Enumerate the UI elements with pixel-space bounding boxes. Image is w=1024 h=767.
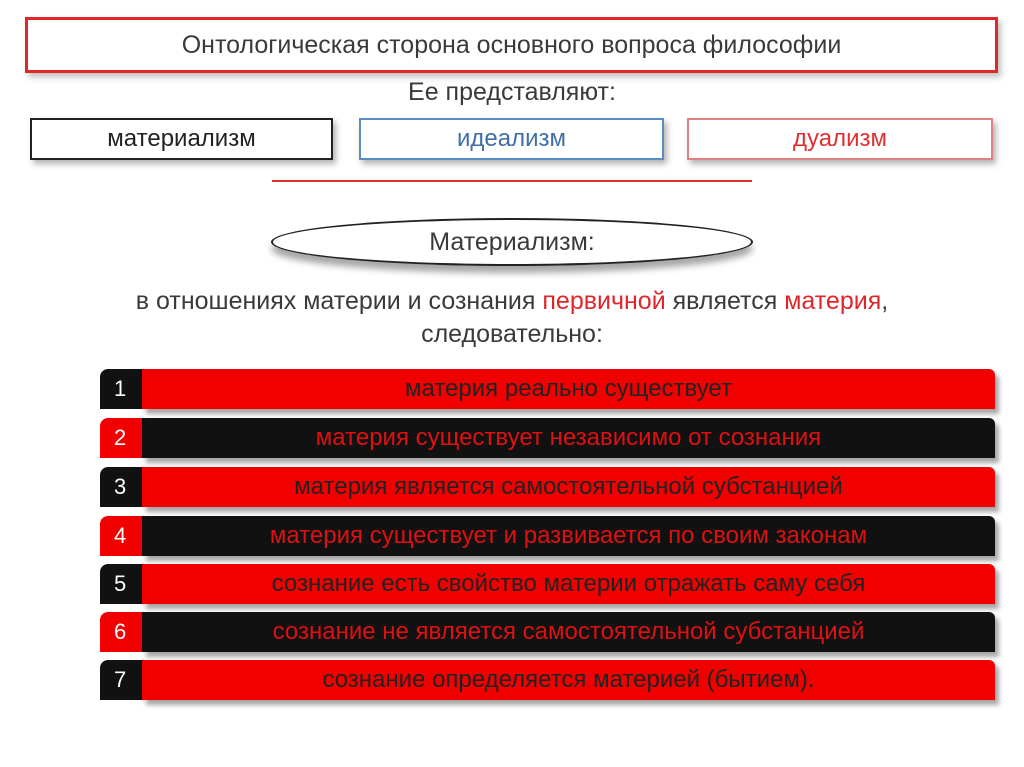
list-item-5 [100,564,995,604]
category-label-idealism: идеализм [456,125,567,152]
item-number: 1 [100,369,142,409]
statement-part-1: в отношениях материи и сознания [135,287,543,315]
statement-line-2: следовательно: [421,320,603,348]
item-number: 3 [100,467,142,507]
slide-title: Онтологическая сторона основного вопроса философии [181,30,842,59]
item-number: 6 [100,612,142,652]
item-text: материя является самостоятельной субстанцией [142,467,995,507]
list-item-3 [100,467,995,507]
statement-part-2: является [665,287,785,315]
item-number: 4 [100,516,142,556]
list-item-1 [100,369,995,409]
item-text: материя существует и развивается по своим законам [142,516,995,556]
statement-line-1 [0,285,1024,318]
definition-heading: Материализм: [429,227,595,256]
statement-highlight-primary: первичной [542,287,666,315]
category-idealism [359,118,664,160]
category-dualism [687,118,993,160]
statement-highlight-matter: материя [784,287,882,315]
item-number: 7 [100,660,142,700]
category-label-materialism: материализм [107,125,256,152]
definition-ellipse [271,218,753,266]
item-text: сознание есть свойство материи отражать саму себя [142,564,995,604]
category-label-dualism: дуализм [793,125,887,152]
statement [0,285,1024,351]
separator-line [272,180,752,182]
list-item-7 [100,660,995,700]
item-number: 2 [100,418,142,458]
list-item-4 [100,516,995,556]
item-text: материя существует независимо от сознания [142,418,995,458]
item-text: сознание не является самостоятельной субстанцией [142,612,995,652]
list-item-2 [100,418,995,458]
list-item-6 [100,612,995,652]
item-text: материя реально существует [142,369,995,409]
item-number: 5 [100,564,142,604]
title-box [25,17,998,73]
item-text: сознание определяется материей (бытием). [142,660,995,700]
subtitle: Ее представляют: [408,78,616,106]
category-materialism [30,118,333,160]
statement-part-3: , [881,287,889,315]
